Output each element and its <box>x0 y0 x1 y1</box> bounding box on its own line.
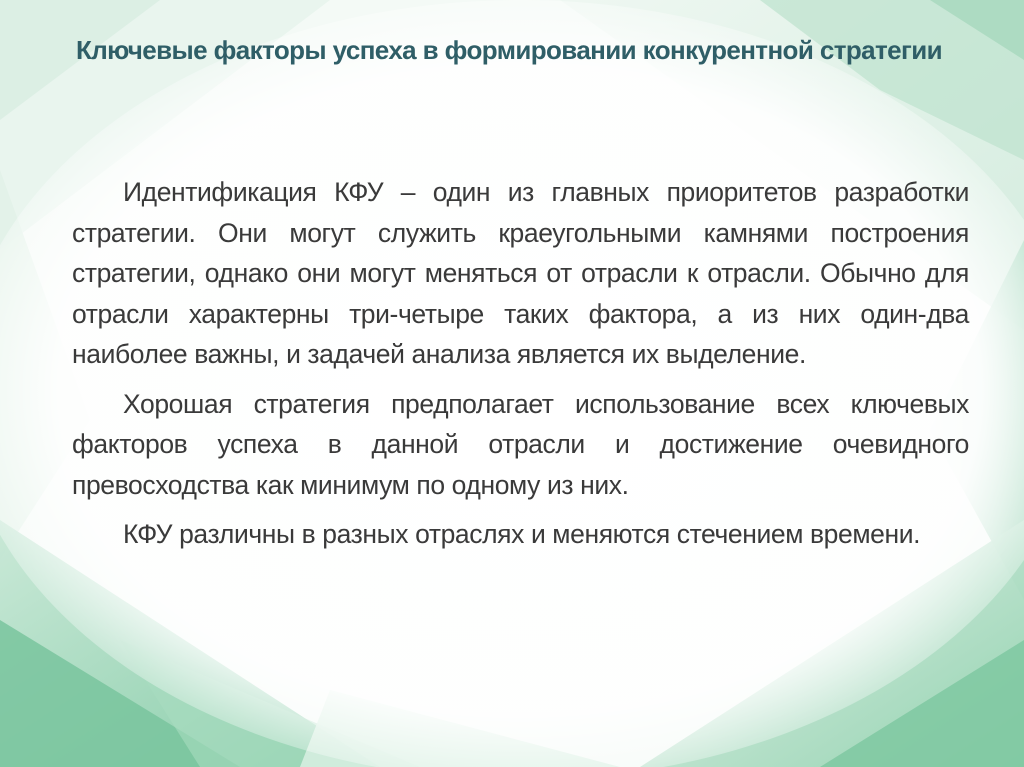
paragraph-kfu-differences: КФУ различны в разных отраслях и меняются стечением времени. <box>123 519 921 549</box>
slide-title: Ключевые факторы успеха в формировании конкурентной стратегии <box>76 35 942 65</box>
paragraph-good-strategy: Хорошая стратегия предполагает использование всех ключевых факторов успеха в данной отрасли и достижение очевидного превосходства как минимум по одному из них. <box>72 388 969 500</box>
paragraph-kfu-identification: Идентификация КФУ – один из главных приоритетов разработки стратегии. Они могут служить краеугольными камнями построения стратегии, однако они могут меняться от отрасли к отрасли. Обычно для отрасли характерны три-четыре таких фактора, а из них один-два наиболее важны, и задачей анализа является их выделение. <box>72 177 969 369</box>
slide-body <box>72 172 969 564</box>
